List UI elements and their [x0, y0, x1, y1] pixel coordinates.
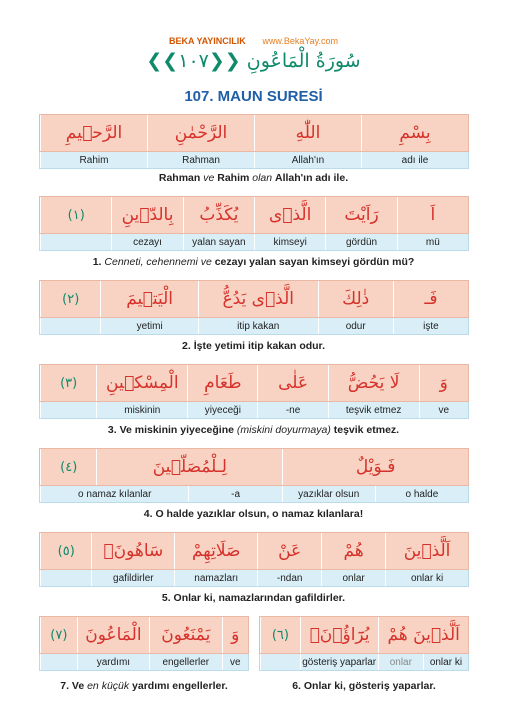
ayah-number: ( ٥ ) — [40, 533, 91, 569]
arabic-row — [39, 114, 469, 152]
empty-cell — [40, 318, 100, 334]
ornament-left-icon: ❮❮ — [146, 50, 179, 72]
word-translation: teşvik etmez — [328, 402, 419, 418]
word-translation: -a — [188, 486, 281, 502]
arabic-word: اَلَّذ۪ينَ — [385, 533, 468, 569]
ayah-number: ( ٣ ) — [40, 365, 96, 401]
ayah-4-block — [39, 448, 469, 503]
arabic-row — [39, 364, 469, 402]
arabic-row — [39, 616, 249, 654]
arabic-row — [39, 196, 469, 234]
word-translation: o halde — [375, 486, 468, 502]
arabic-word: يَمْنَعُونَ — [149, 617, 221, 653]
ayah-4-meaning: 4. O halde yazıklar olsun, o namaz kılanlara! — [143, 508, 364, 520]
ayah-2-meaning: 2. İşte yetimi itip kakan odur. — [182, 340, 325, 352]
ayah-7-meaning: 7. Ve en küçük yardımı engellerler. — [60, 680, 228, 692]
ayah-6-meaning: 6. Onlar ki, gösteriş yaparlar. — [292, 680, 436, 692]
word-translation: cezayı — [111, 234, 182, 250]
ayah-2-block — [39, 280, 469, 335]
word-translation: onlar ki — [385, 570, 468, 586]
translation-row — [39, 402, 469, 419]
arabic-word: بِسْمِ — [361, 115, 468, 151]
arabic-word: يُكَذِّبُ — [183, 197, 254, 233]
word-translation: gösteriş yaparlar — [300, 654, 378, 670]
word-translation: yardımı — [77, 654, 149, 670]
arabic-word: لِـلْمُصَلّ۪ينَ — [96, 449, 282, 485]
word-translation: itip kakan — [198, 318, 318, 334]
ornament-right-icon: ❯❯ — [208, 50, 241, 72]
word-translation: -ne — [257, 402, 327, 418]
arabic-word: ذٰلِكَ — [318, 281, 393, 317]
word-translation: yiyeceği — [187, 402, 257, 418]
ayah-number: ( ١ ) — [40, 197, 111, 233]
word-translation: namazları — [174, 570, 257, 586]
ayah-7-block — [39, 616, 249, 692]
arabic-word: الْمِسْك۪ينِ — [96, 365, 187, 401]
arabic-word: الرَّح۪يمِ — [40, 115, 147, 151]
page-title: 107. MAUN SURESİ — [184, 88, 323, 105]
arabic-word: اَ — [397, 197, 468, 233]
arabic-word: سَاهُونَۙ — [91, 533, 174, 569]
translation-row — [39, 570, 469, 587]
ayah-5-block — [39, 532, 469, 587]
translation-row — [39, 654, 249, 671]
page-header — [0, 36, 507, 46]
arabic-word: وَ — [222, 617, 249, 653]
empty-cell — [40, 654, 77, 670]
ayah-6-block — [259, 616, 469, 692]
word-translation: engellerler — [149, 654, 221, 670]
word-translation: yetimi — [100, 318, 197, 334]
arabic-word: اللّٰهِ — [254, 115, 361, 151]
word-translation: Rahim — [40, 152, 147, 168]
word-translation: ve — [222, 654, 249, 670]
arabic-word: اَلَّذ۪ينَ هُمْ — [378, 617, 468, 653]
ayah-number: ( ٤ ) — [40, 449, 96, 485]
word-translation: kimseyi — [254, 234, 325, 250]
arabic-row — [259, 616, 469, 654]
publisher-name: BEKA YAYINCILIK — [168, 36, 246, 46]
word-translation: onlar — [321, 570, 385, 586]
arabic-word: الرَّحْمٰنِ — [147, 115, 254, 151]
word-translation: -ndan — [257, 570, 321, 586]
word-translation: onlar ki — [423, 654, 468, 670]
word-translation: mü — [397, 234, 468, 250]
surah-number: ١٠٧ — [178, 50, 209, 72]
empty-cell — [260, 654, 300, 670]
word-translation: miskinin — [96, 402, 187, 418]
arabic-word: عَلٰى — [257, 365, 327, 401]
word-translation: yalan sayan — [183, 234, 254, 250]
arabic-word: صَلَاتِهِمْ — [174, 533, 257, 569]
arabic-word: الَّذ۪ى — [254, 197, 325, 233]
word-translation: odur — [318, 318, 393, 334]
arabic-word: الْمَاعُونَ — [77, 617, 149, 653]
arabic-word: بِالدّ۪ينِ — [111, 197, 182, 233]
ayah-3-meaning: 3. Ve miskinin yiyeceğine (miskini doyurmaya) teşvik etmez. — [107, 424, 400, 436]
surah-arabic-title — [0, 50, 507, 72]
translation-row — [39, 234, 469, 251]
empty-cell — [40, 570, 91, 586]
arabic-word: طَعَامِ — [187, 365, 257, 401]
ayah-3-block — [39, 364, 469, 419]
arabic-word: لَا يَحُضُّ — [328, 365, 419, 401]
arabic-word: رَاَيْتَ — [325, 197, 396, 233]
translation-row — [259, 654, 469, 671]
ayah-number: ( ٦ ) — [260, 617, 300, 653]
word-translation: ve — [419, 402, 468, 418]
arabic-word: فَـوَيْلٌ — [282, 449, 468, 485]
word-translation: o namaz kılanlar — [40, 486, 188, 502]
ayah-5-meaning: 5. Onlar ki, namazlarından gafildirler. — [161, 592, 346, 604]
empty-cell — [40, 402, 96, 418]
word-translation: adı ile — [361, 152, 468, 168]
basmala-block — [39, 114, 469, 169]
arabic-word: وَ — [419, 365, 468, 401]
arabic-word: عَنْ — [257, 533, 321, 569]
word-translation: gafildirler — [91, 570, 174, 586]
word-translation: Rahman — [147, 152, 254, 168]
ayah-1-meaning: 1. Cenneti, cehennemi ve cezayı yalan sayan kimseyi gördün mü? — [92, 256, 415, 268]
website-link[interactable]: www.BekaYay.com — [262, 36, 339, 46]
word-translation: Allah'ın — [254, 152, 361, 168]
arabic-word: فَـ — [393, 281, 468, 317]
word-translation: gördün — [325, 234, 396, 250]
translation-row — [39, 318, 469, 335]
ayah-1-block — [39, 196, 469, 251]
arabic-word: الَّذ۪ى يَدُعُّ — [198, 281, 318, 317]
translation-row — [39, 152, 469, 169]
ayah-number: ( ٧ ) — [40, 617, 77, 653]
arabic-word: الْيَت۪يمَ — [100, 281, 197, 317]
word-translation: onlar — [378, 654, 423, 670]
word-translation: işte — [393, 318, 468, 334]
arabic-word: يُرَٓاؤُ۫نَۙ — [300, 617, 379, 653]
surah-name-arabic: سُورَةُ الْمَاعُونِ — [246, 50, 361, 72]
ayah-number: ( ٢ ) — [40, 281, 100, 317]
arabic-row — [39, 532, 469, 570]
basmala-meaning: Rahman ve Rahim olan Allah'ın adı ile. — [158, 172, 349, 184]
empty-cell — [40, 234, 111, 250]
word-translation: yazıklar olsun — [282, 486, 375, 502]
translation-row — [39, 486, 469, 503]
arabic-word: هُمْ — [321, 533, 385, 569]
arabic-row — [39, 280, 469, 318]
arabic-row — [39, 448, 469, 486]
